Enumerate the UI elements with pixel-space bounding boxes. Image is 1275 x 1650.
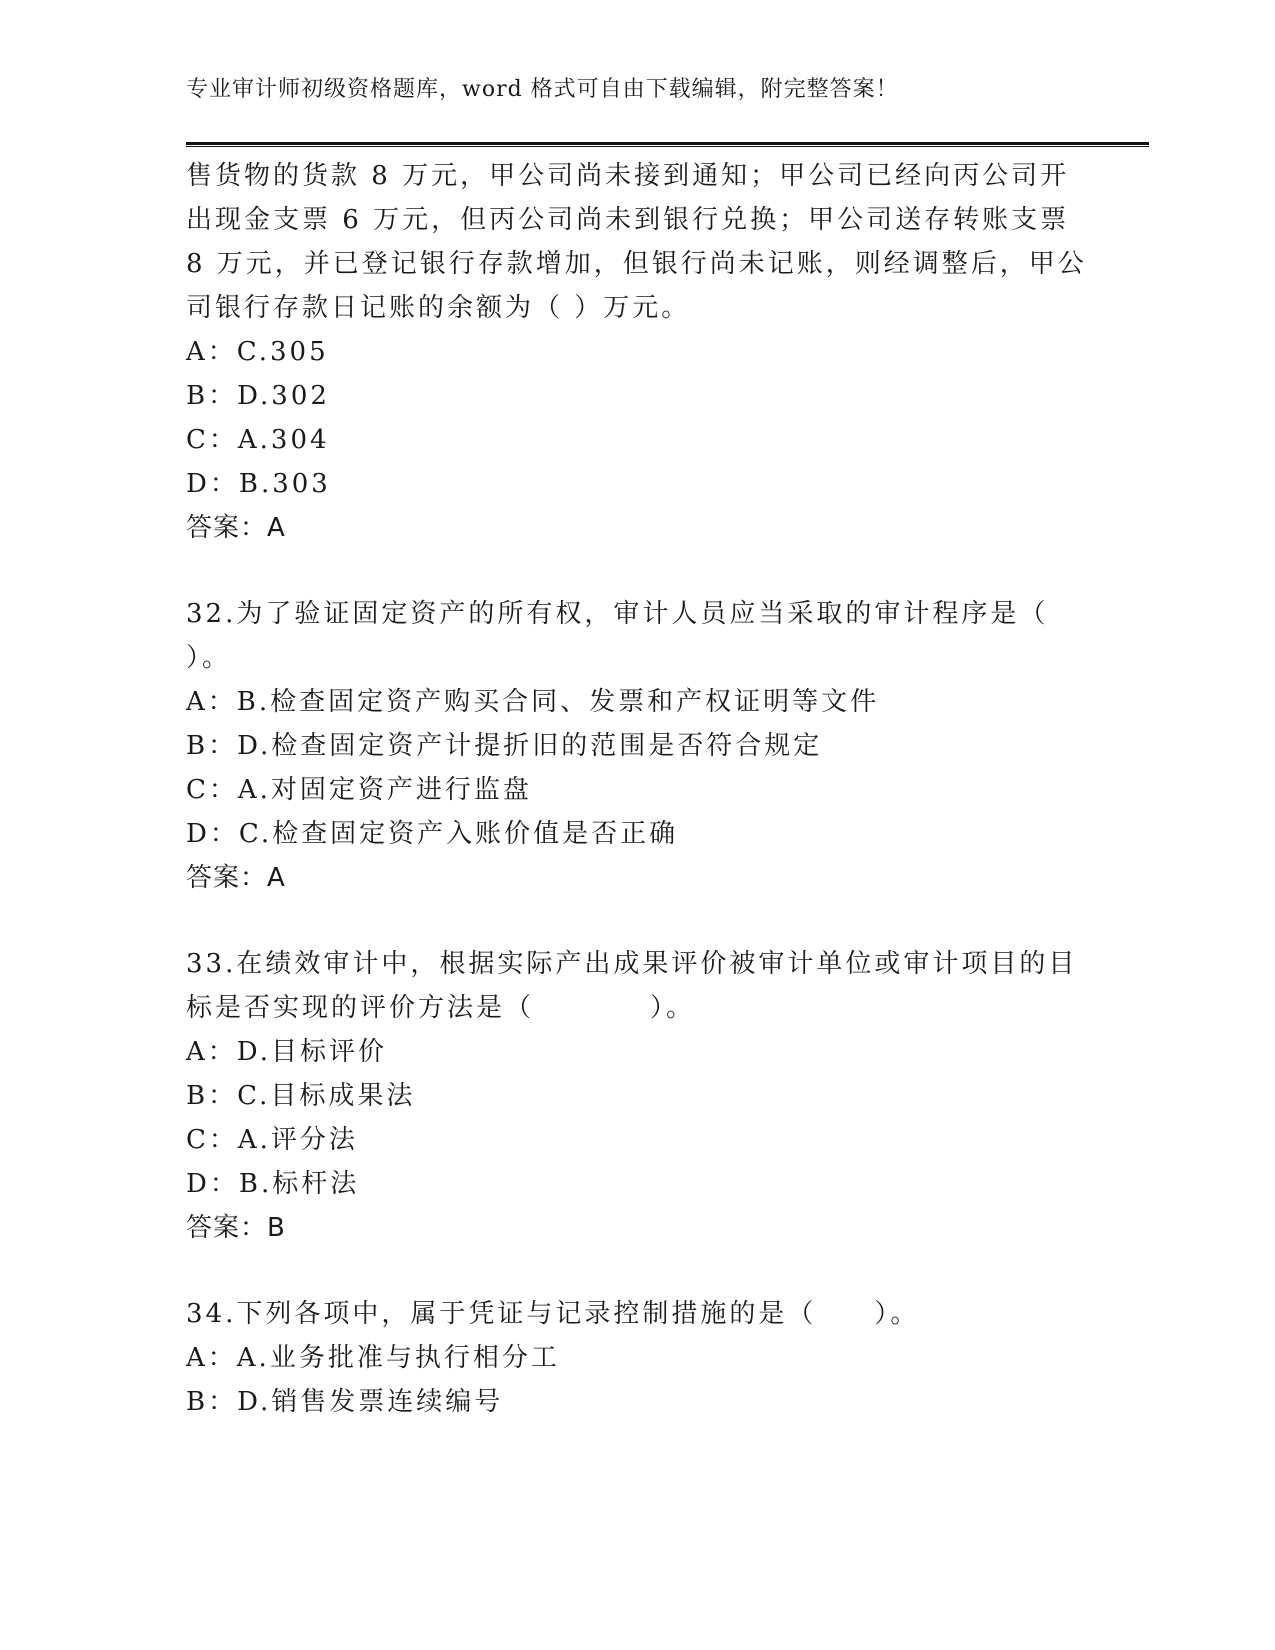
q32-option-b: B：D.检查固定资产计提折旧的范围是否符合规定 <box>186 731 823 761</box>
page-header: 专业审计师初级资格题库，word 格式可自由下载编辑，附完整答案！ <box>186 77 899 102</box>
q33-answer: 答案：B <box>186 1213 286 1243</box>
q31-option-b: B：D.302 <box>186 381 330 411</box>
q32-text-line: ）。 <box>186 643 232 673</box>
q33-option-d: D：B.标杆法 <box>186 1169 360 1199</box>
q34-option-b: B：D.销售发票连续编号 <box>186 1387 504 1417</box>
header-rule <box>186 142 1149 147</box>
q34-text-line: 34.下列各项中，属于凭证与记录控制措施的是（ ）。 <box>186 1299 920 1329</box>
q33-option-c: C：A.评分法 <box>186 1125 358 1155</box>
q32-option-d: D：C.检查固定资产入账价值是否正确 <box>186 819 679 849</box>
q33-option-a: A：D.目标评价 <box>186 1037 387 1067</box>
q32-option-a: A：B.检查固定资产购买合同、发票和产权证明等文件 <box>186 687 880 717</box>
q32-answer: 答案：A <box>186 863 286 893</box>
q33-text-line: 标是否实现的评价方法是（ ）。 <box>186 993 696 1023</box>
q31-text-line: 售货物的货款 8 万元，甲公司尚未接到通知；甲公司已经向丙公司开 <box>186 161 1070 191</box>
q31-text-line: 司银行存款日记账的余额为（ ）万元。 <box>186 293 691 323</box>
q31-option-d: D：B.303 <box>186 469 331 499</box>
q31-option-a: A：C.305 <box>186 337 329 367</box>
q31-answer: 答案：A <box>186 513 286 543</box>
q31-text-line: 8 万元，并已登记银行存款增加，但银行尚未记账，则经调整后，甲公 <box>186 249 1087 279</box>
q31-text-line: 出现金支票 6 万元，但丙公司尚未到银行兑换；甲公司送存转账支票 <box>186 205 1070 235</box>
q31-option-c: C：A.304 <box>186 425 330 455</box>
q32-text-line: 32.为了验证固定资产的所有权，审计人员应当采取的审计程序是（ <box>186 599 1049 629</box>
q34-option-a: A：A.业务批准与执行相分工 <box>186 1343 560 1373</box>
q33-text-line: 33.在绩效审计中，根据实际产出成果评价被审计单位或审计项目的目 <box>186 949 1078 979</box>
q33-option-b: B：C.目标成果法 <box>186 1081 416 1111</box>
q32-option-c: C：A.对固定资产进行监盘 <box>186 775 532 805</box>
